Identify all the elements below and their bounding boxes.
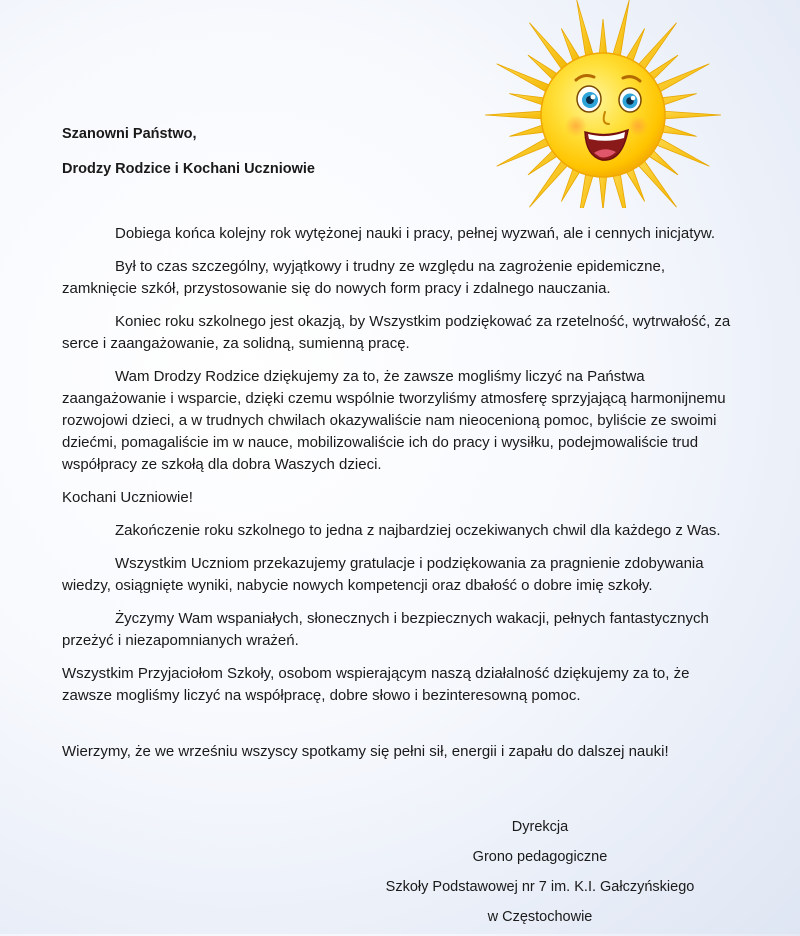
left-cheek — [565, 115, 587, 137]
sun-ray — [529, 158, 570, 208]
sun-ray — [661, 111, 721, 119]
sun-ray — [636, 158, 677, 208]
letter-body — [62, 223, 742, 774]
sun-ray — [636, 23, 677, 73]
sun-ray — [612, 0, 629, 59]
signature-line-1: Dyrekcja — [511, 819, 569, 835]
paragraph-closing: Wierzymy, że we wrześniu wszyscy spotkamy się pełni sił, energii i zapału do dalszej nauki! — [62, 743, 669, 760]
paragraph-thanks-parents: Wam Drodzy Rodzice dziękujemy za to, że zawsze mogliśmy liczyć na Państwa zaangażowanie i wsparcie, dzięki czemu wspólnie tworzyliśmy atmosferę sprzyjającą harmonijnemu rozwojowi dzieci, a w trudnych chwilach okazywaliście nam nieocenioną pomoc, byliście ze swoimi dziećmi, pomagaliście im w nauce, mobilizowaliście ich do pracy i wysiłku, podejmowaliście trud współpracy ze szkołą dla dobra Waszych dzieci. — [62, 368, 726, 473]
sun-ray — [599, 173, 607, 208]
signature-line-4: w Częstochowie — [487, 909, 593, 925]
signature-line-3: Szkoły Podstawowej nr 7 im. K.I. Gałczyńskiego — [385, 879, 695, 895]
salutation-line-2: Drodzy Rodzice i Kochani Uczniowie — [62, 161, 315, 177]
paragraph-epidemic: Był to czas szczególny, wyjątkowy i trudny ze względu na zagrożenie epidemiczne, zamknięcie szkół, przystosowanie się do nowych form pracy i zdalnego nauczania. — [62, 258, 665, 297]
signature-block — [340, 816, 740, 936]
paragraph-friends-thanks: Wszystkim Przyjaciołom Szkoły, osobom wspierającym naszą działalność dziękujemy za to, że zawsze mogliśmy liczyć na współpracę, dobre słowo i bezinteresowną pomoc. — [62, 665, 690, 704]
smiling-sun-icon — [468, 0, 738, 208]
students-address: Kochani Uczniowie! — [62, 489, 193, 506]
paragraph-end-of-year: Zakończenie roku szkolnego to jedna z najbardziej oczekiwanych chwil dla każdego z Was. — [115, 522, 721, 539]
paragraph-congratulations: Wszystkim Uczniom przekazujemy gratulacje i podziękowania za pragnienie zdobywania wiedzy, osiągnięte wyniki, nabycie nowych kompetencji oraz dbałość o dobre imię szkoły. — [62, 555, 704, 594]
paragraph-thanks-all: Koniec roku szkolnego jest okazją, by Wszystkim podziękować za rzetelność, wytrwałość, za serce i zaangażowanie, za solidną, sumienną pracę. — [62, 313, 731, 352]
signature-line-2: Grono pedagogiczne — [472, 849, 608, 865]
right-cheek — [628, 116, 648, 136]
sun-ray — [485, 111, 545, 119]
sun-ray — [599, 19, 607, 57]
paragraph-holiday-wishes: Życzymy Wam wspaniałych, słonecznych i bezpiecznych wakacji, pełnych fantastycznych przeżyć i niezapomnianych wrażeń. — [62, 610, 709, 649]
sun-ray — [577, 0, 594, 59]
sun-ray — [529, 23, 570, 73]
paragraph-opening: Dobiega końca kolejny rok wytężonej nauki i pracy, pełnej wyzwań, ale i cennych inicjatyw. — [115, 225, 716, 242]
salutation-line-1: Szanowni Państwo, — [62, 126, 197, 142]
